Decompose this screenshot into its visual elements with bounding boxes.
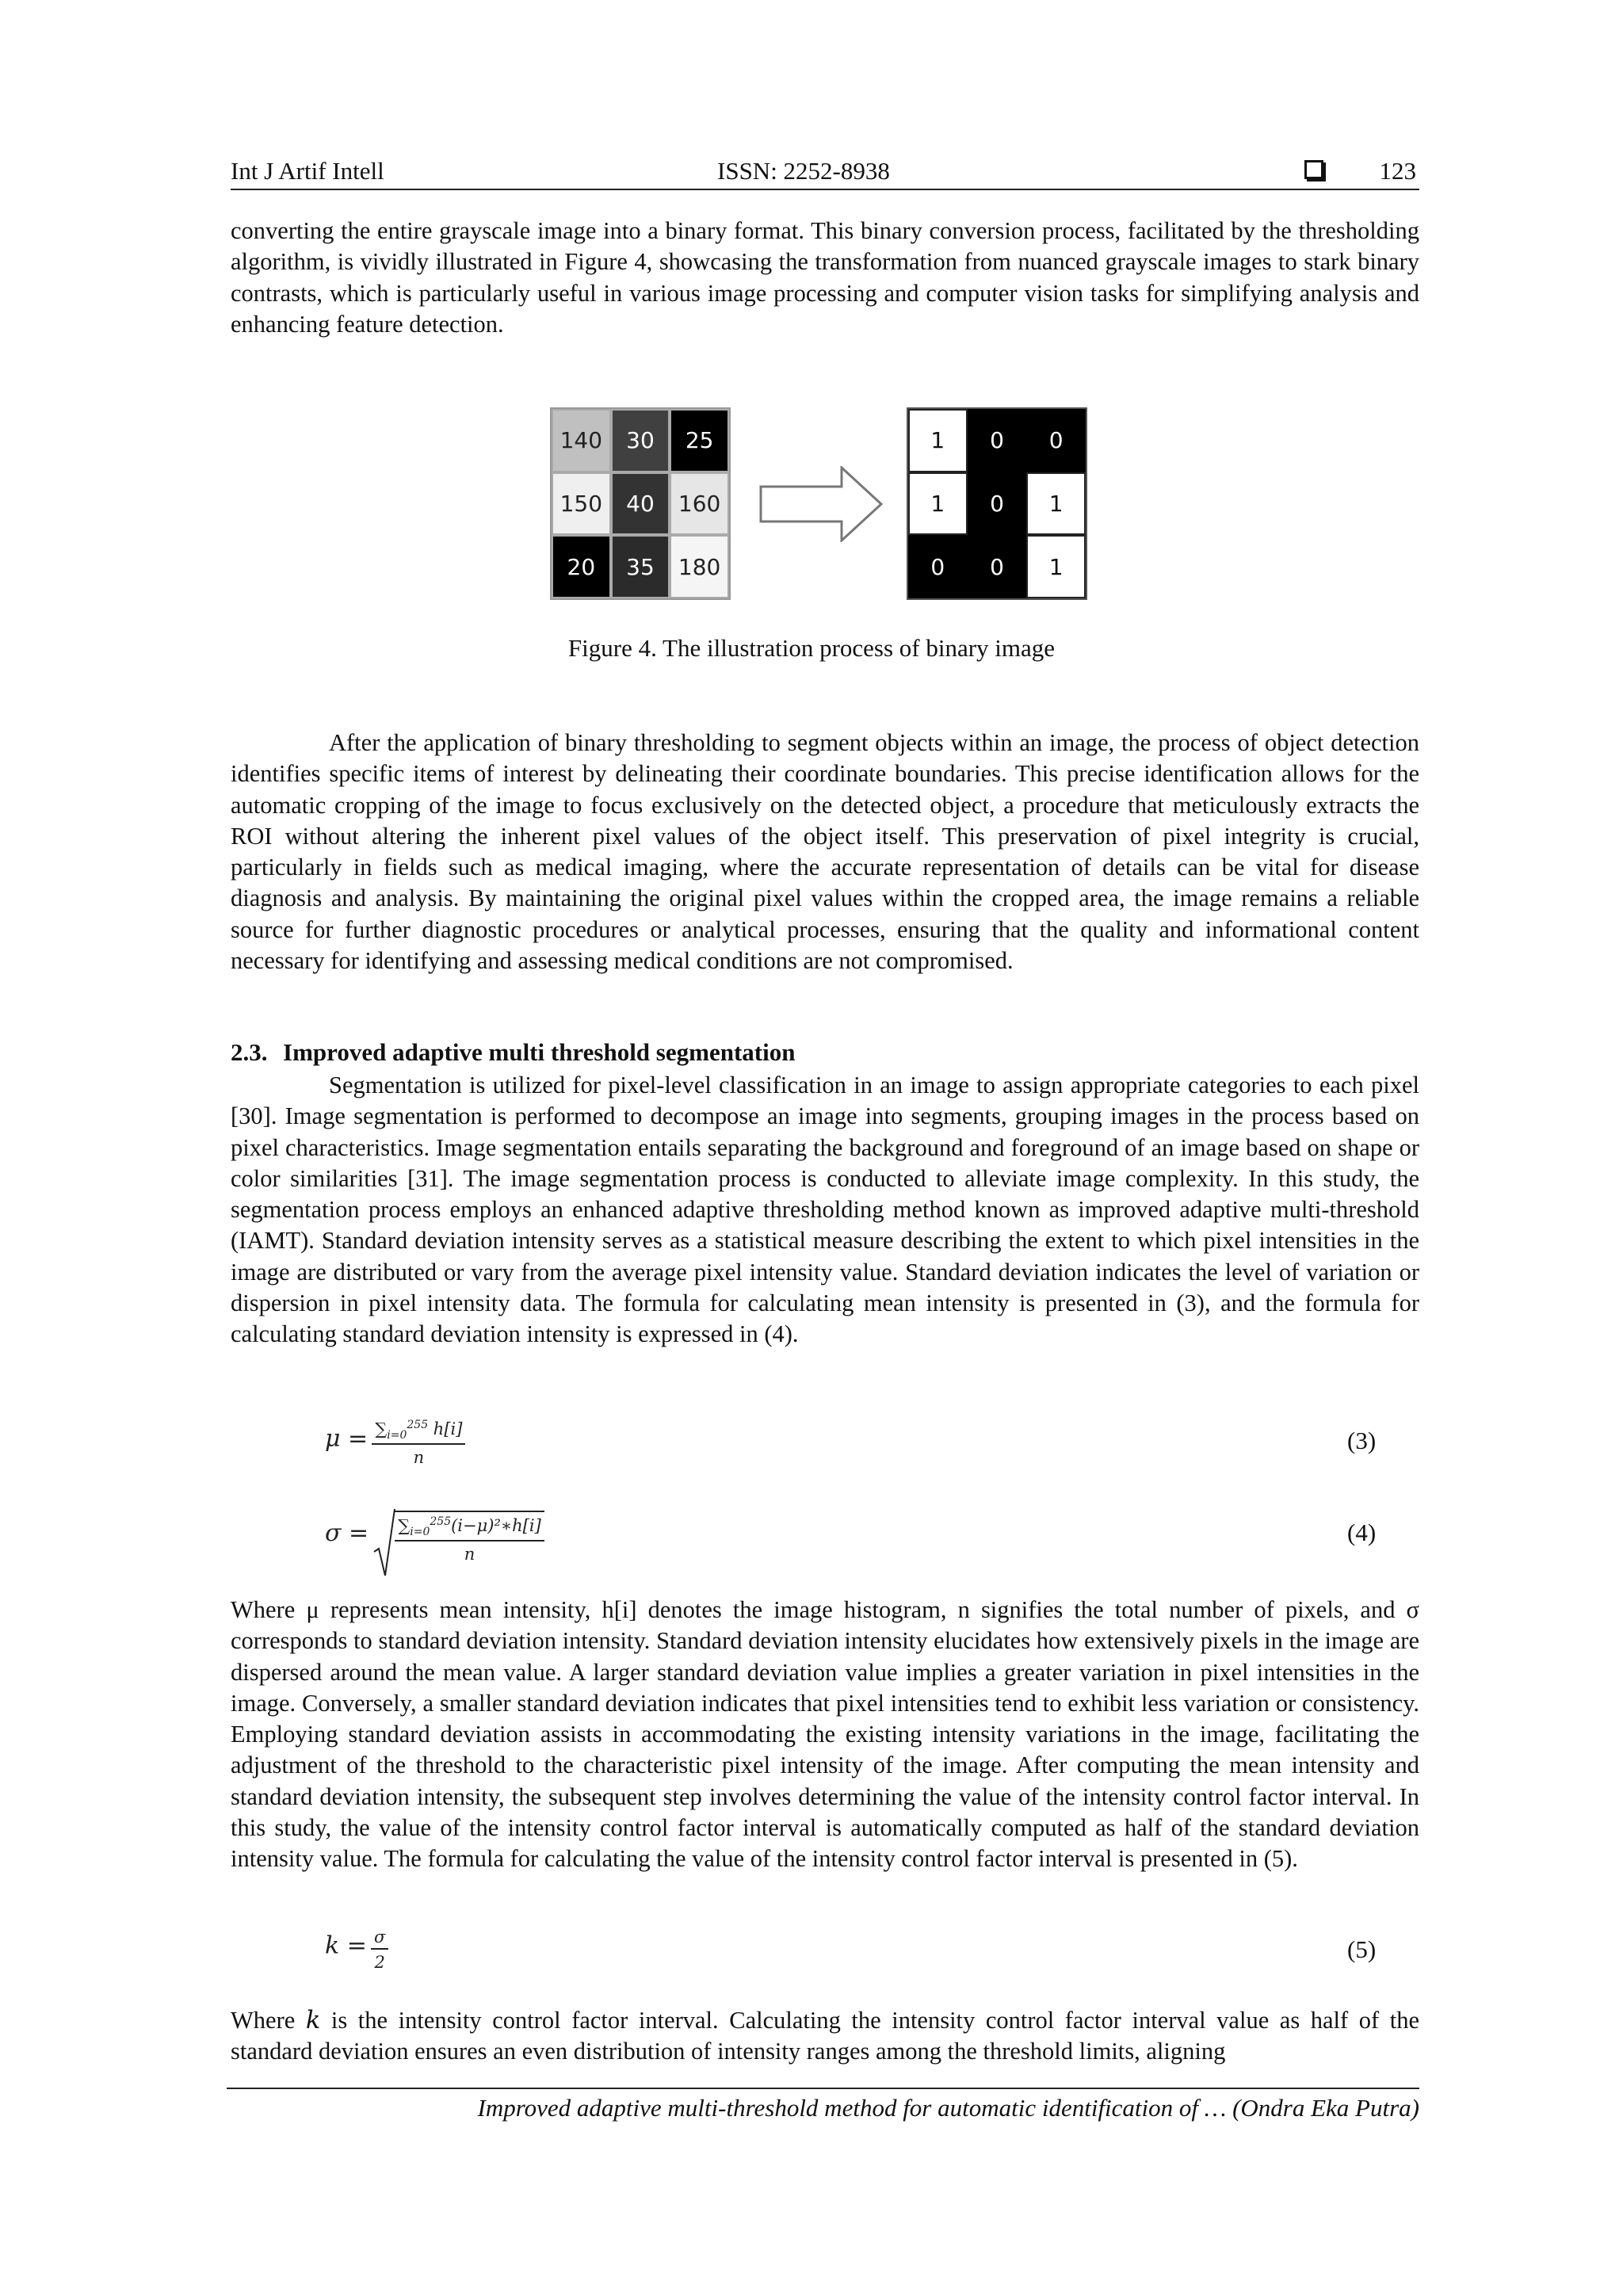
right-arrow-icon [759, 466, 884, 542]
eq5-denominator: 2 [374, 1953, 385, 1972]
eq4-sup: 255 [430, 1515, 452, 1528]
journal-name: Int J Artif Intell [231, 157, 384, 185]
eq3-sup: 255 [407, 1419, 429, 1431]
eq5-lhs: k = [325, 1931, 367, 1960]
running-footer: Improved adaptive multi-threshold method for automatic identification of … (Ondra Eka Putra) [227, 2088, 1419, 2122]
eq4-sub: i=0 [410, 1526, 430, 1539]
eq3-sum: ∑ [375, 1419, 388, 1438]
grayscale-cell: 35 [611, 535, 670, 598]
figure-4 [547, 404, 1094, 606]
radical-sign-icon [372, 1506, 396, 1579]
grayscale-matrix [550, 407, 731, 600]
eq3-sub: i=0 [387, 1429, 407, 1442]
grayscale-cell: 180 [670, 535, 729, 598]
eq4-lhs: σ = [325, 1519, 369, 1548]
paragraph-1: converting the entire grayscale image into a binary format. This binary conversion process, facilitated by the thresholding algorithm, is vividly illustrated in Figure 4, showcasing the transformation from nuanced grayscale images to stark binary contrasts, which is particularly useful in various image processing and computer vision tasks for simplifying analysis and enhancing feature detection. [231, 217, 1419, 338]
paragraph-4: Where μ represents mean intensity, h[i] denotes the image histogram, n signifies the total number of pixels, and σ corresponds to standard deviation intensity. Standard deviation intensity elucidates how extensively pixels in the image are dispersed around the mean value. A larger standard deviation value implies a greater variation in pixel intensities in the image. Conversely, a smaller standard deviation indicates that pixel intensities tend to exhibit less variation or consistency. Employing standard deviation assists in accommodating the existing intensity variations in the image, facilitating the adjustment of the threshold to the characteristic pixel intensity of the image. After computing the mean intensity and standard deviation intensity, the subsequent step involves determining the value of the intensity control factor interval. In this study, the value of the intensity control factor interval is automatically computed as half of the standard deviation intensity value. The formula for calculating the value of the intensity control factor interval is presented in (5). [231, 1596, 1419, 1873]
eq3-fraction [372, 1419, 465, 1467]
binary-cell: 0 [968, 535, 1027, 598]
binary-cell: 1 [1026, 535, 1086, 598]
square-bullet-icon [1304, 160, 1323, 179]
grayscale-cell: 140 [552, 409, 611, 472]
eq4-fraction [395, 1511, 544, 1564]
binary-cell: 0 [1026, 409, 1086, 472]
eq5-label: (5) [1347, 1935, 1377, 1963]
binary-cell: 0 [968, 472, 1027, 536]
page-number: 123 [1379, 157, 1416, 185]
grayscale-cell: 150 [552, 472, 611, 536]
equation-4 [325, 1511, 544, 1564]
p5-before: Where [231, 2007, 306, 2034]
issn: ISSN: 2252-8938 [717, 157, 890, 185]
p5-variable: k [305, 2007, 321, 2034]
binary-matrix [907, 407, 1087, 600]
figure-caption: Figure 4. The illustration process of binary image [567, 634, 1056, 662]
eq3-label: (3) [1347, 1427, 1377, 1454]
eq4-label: (4) [1347, 1519, 1377, 1546]
eq4-sum: ∑ [398, 1516, 411, 1535]
running-header [231, 155, 1419, 190]
grayscale-cell: 25 [670, 409, 729, 472]
eq4-sqrt [372, 1511, 544, 1564]
section-number: 2.3. [231, 1038, 268, 1066]
eq3-numerator: h[i] [428, 1419, 463, 1438]
grayscale-cell: 20 [552, 535, 611, 598]
grayscale-cell: 30 [611, 409, 670, 472]
eq5-fraction [371, 1927, 388, 1972]
paragraph-3: Segmentation is utilized for pixel-level classification in an image to assign appropriate categories to each pixel [30]. Image segmentation is performed to decompose an image into segments, grouping images in the process based on pixel characteristics. Image segmentation entails separating the background and foreground of an image based on shape or color similarities [31]. The image segmentation process is conducted to alleviate image complexity. In this study, the segmentation process employs an enhanced adaptive thresholding method known as improved adaptive multi-threshold (IAMT). Standard deviation intensity serves as a statistical measure describing the extent to which pixel intensities in the image are distributed or vary from the average pixel intensity value. Standard deviation indicates the level of variation or dispersion in pixel intensity data. The formula for calculating mean intensity is presented in (3), and the formula for calculating standard deviation intensity is expressed in (4). [231, 1072, 1419, 1348]
eq3-lhs: μ = [325, 1425, 369, 1454]
eq4-numerator: (i−μ)²∗h[i] [451, 1516, 541, 1535]
section-heading [231, 1038, 795, 1067]
grayscale-cell: 40 [611, 472, 670, 536]
equation-3 [325, 1419, 465, 1467]
equation-5 [325, 1927, 388, 1972]
binary-cell: 0 [908, 535, 968, 598]
grayscale-cell: 160 [670, 472, 729, 536]
binary-cell: 1 [908, 409, 968, 472]
eq4-denominator: n [464, 1545, 475, 1564]
p5-after: is the intensity control factor interval. Calculating the intensity control factor interval value as half of the standard deviation ensures an even distribution of intensity ranges among the threshold limits, aligning [231, 2007, 1419, 2065]
binary-cell: 1 [1026, 472, 1086, 536]
eq5-numerator: σ [371, 1927, 388, 1950]
binary-cell: 0 [968, 409, 1027, 472]
section-title: Improved adaptive multi threshold segmentation [283, 1038, 796, 1066]
paragraph-2: After the application of binary thresholding to segment objects within an image, the process of object detection identifies specific items of interest by delineating their coordinate boundaries. This precise identification allows for the automatic cropping of the image to focus exclusively on the detected object, a procedure that meticulously extracts the ROI without altering the inherent pixel values of the object itself. This preservation of pixel integrity is crucial, particularly in fields such as medical imaging, where the accurate representation of details can be vital for disease diagnosis and analysis. By maintaining the original pixel values within the cropped area, the image remains a reliable source for further diagnostic procedures or analytical processes, ensuring that the quality and informational content necessary for identifying and assessing medical conditions are not compromised. [231, 729, 1419, 975]
eq3-denominator: n [413, 1448, 425, 1468]
paragraph-5 [231, 2005, 1419, 2068]
binary-cell: 1 [908, 472, 968, 536]
